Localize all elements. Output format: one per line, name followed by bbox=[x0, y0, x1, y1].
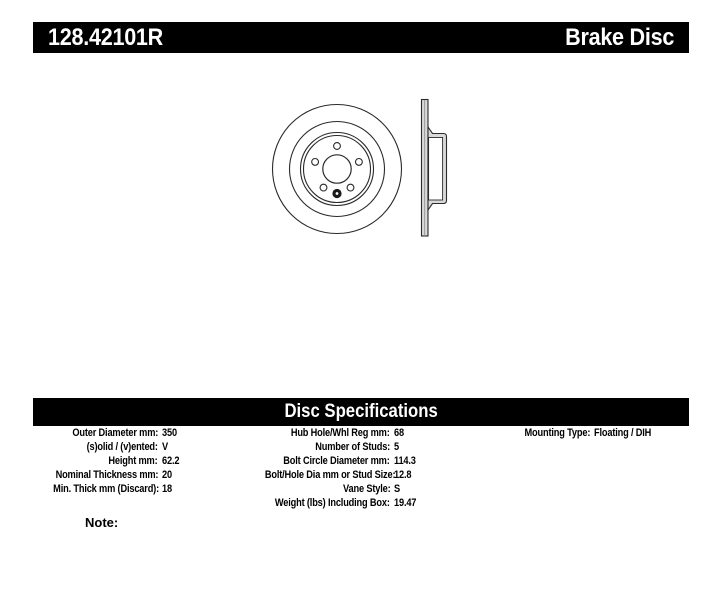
spec-row bbox=[33, 426, 183, 440]
spec-label: Nominal Thickness mm: bbox=[55, 469, 158, 482]
part-number: 128.42101R bbox=[48, 23, 164, 51]
spec-row bbox=[33, 440, 183, 454]
spec-value: V bbox=[162, 441, 168, 454]
spec-row bbox=[240, 496, 421, 510]
spec-label: (s)olid / (v)ented: bbox=[86, 441, 158, 454]
spec-column-left bbox=[33, 426, 183, 496]
spec-row bbox=[33, 454, 183, 468]
spec-label: Bolt/Hole Dia mm or Stud Size: bbox=[264, 469, 396, 482]
brake-disc-side-view-drawing bbox=[422, 100, 447, 237]
spec-label: Hub Hole/Whl Reg mm: bbox=[291, 427, 390, 439]
spec-value: S bbox=[394, 483, 400, 496]
spec-value: 20 bbox=[162, 469, 172, 482]
spec-row bbox=[240, 468, 421, 482]
spec-label: Number of Studs: bbox=[315, 441, 390, 454]
spec-label: Height mm: bbox=[108, 455, 158, 468]
spec-value: 350 bbox=[162, 427, 177, 439]
spec-value: 62.2 bbox=[162, 455, 180, 468]
spec-row bbox=[460, 426, 662, 440]
brake-disc-drawing bbox=[255, 88, 465, 243]
spec-section-header bbox=[33, 398, 689, 426]
spec-label: Mounting Type: bbox=[524, 427, 590, 439]
note-label: Note: bbox=[85, 515, 119, 530]
spec-column-middle bbox=[240, 426, 421, 511]
spec-section-title: Disc Specifications bbox=[284, 401, 438, 422]
spec-row bbox=[240, 440, 421, 454]
spec-value: Floating / DIH bbox=[594, 427, 652, 439]
spec-row bbox=[240, 482, 421, 496]
spec-value: 114.3 bbox=[394, 455, 416, 468]
spec-row bbox=[33, 482, 183, 496]
spec-row bbox=[33, 468, 183, 482]
spec-value: 18 bbox=[162, 483, 172, 496]
spec-value: 68 bbox=[394, 427, 404, 439]
brake-disc-front-view-drawing bbox=[273, 105, 402, 234]
spec-label: Weight (lbs) Including Box: bbox=[275, 497, 390, 510]
product-title: Brake Disc bbox=[565, 23, 674, 51]
spec-row bbox=[240, 454, 421, 468]
spec-column-right bbox=[460, 426, 662, 440]
spec-label: Vane Style: bbox=[342, 483, 390, 496]
spec-label: Outer Diameter mm: bbox=[72, 427, 158, 439]
spec-row bbox=[240, 426, 421, 440]
spec-label: Min. Thick mm (Discard): bbox=[53, 483, 159, 496]
spec-label: Bolt Circle Diameter mm: bbox=[283, 455, 390, 468]
spec-value: 19.47 bbox=[394, 497, 417, 510]
spec-value: 5 bbox=[394, 441, 399, 454]
header-bar bbox=[33, 22, 689, 53]
spec-value: 12.8 bbox=[394, 469, 412, 482]
